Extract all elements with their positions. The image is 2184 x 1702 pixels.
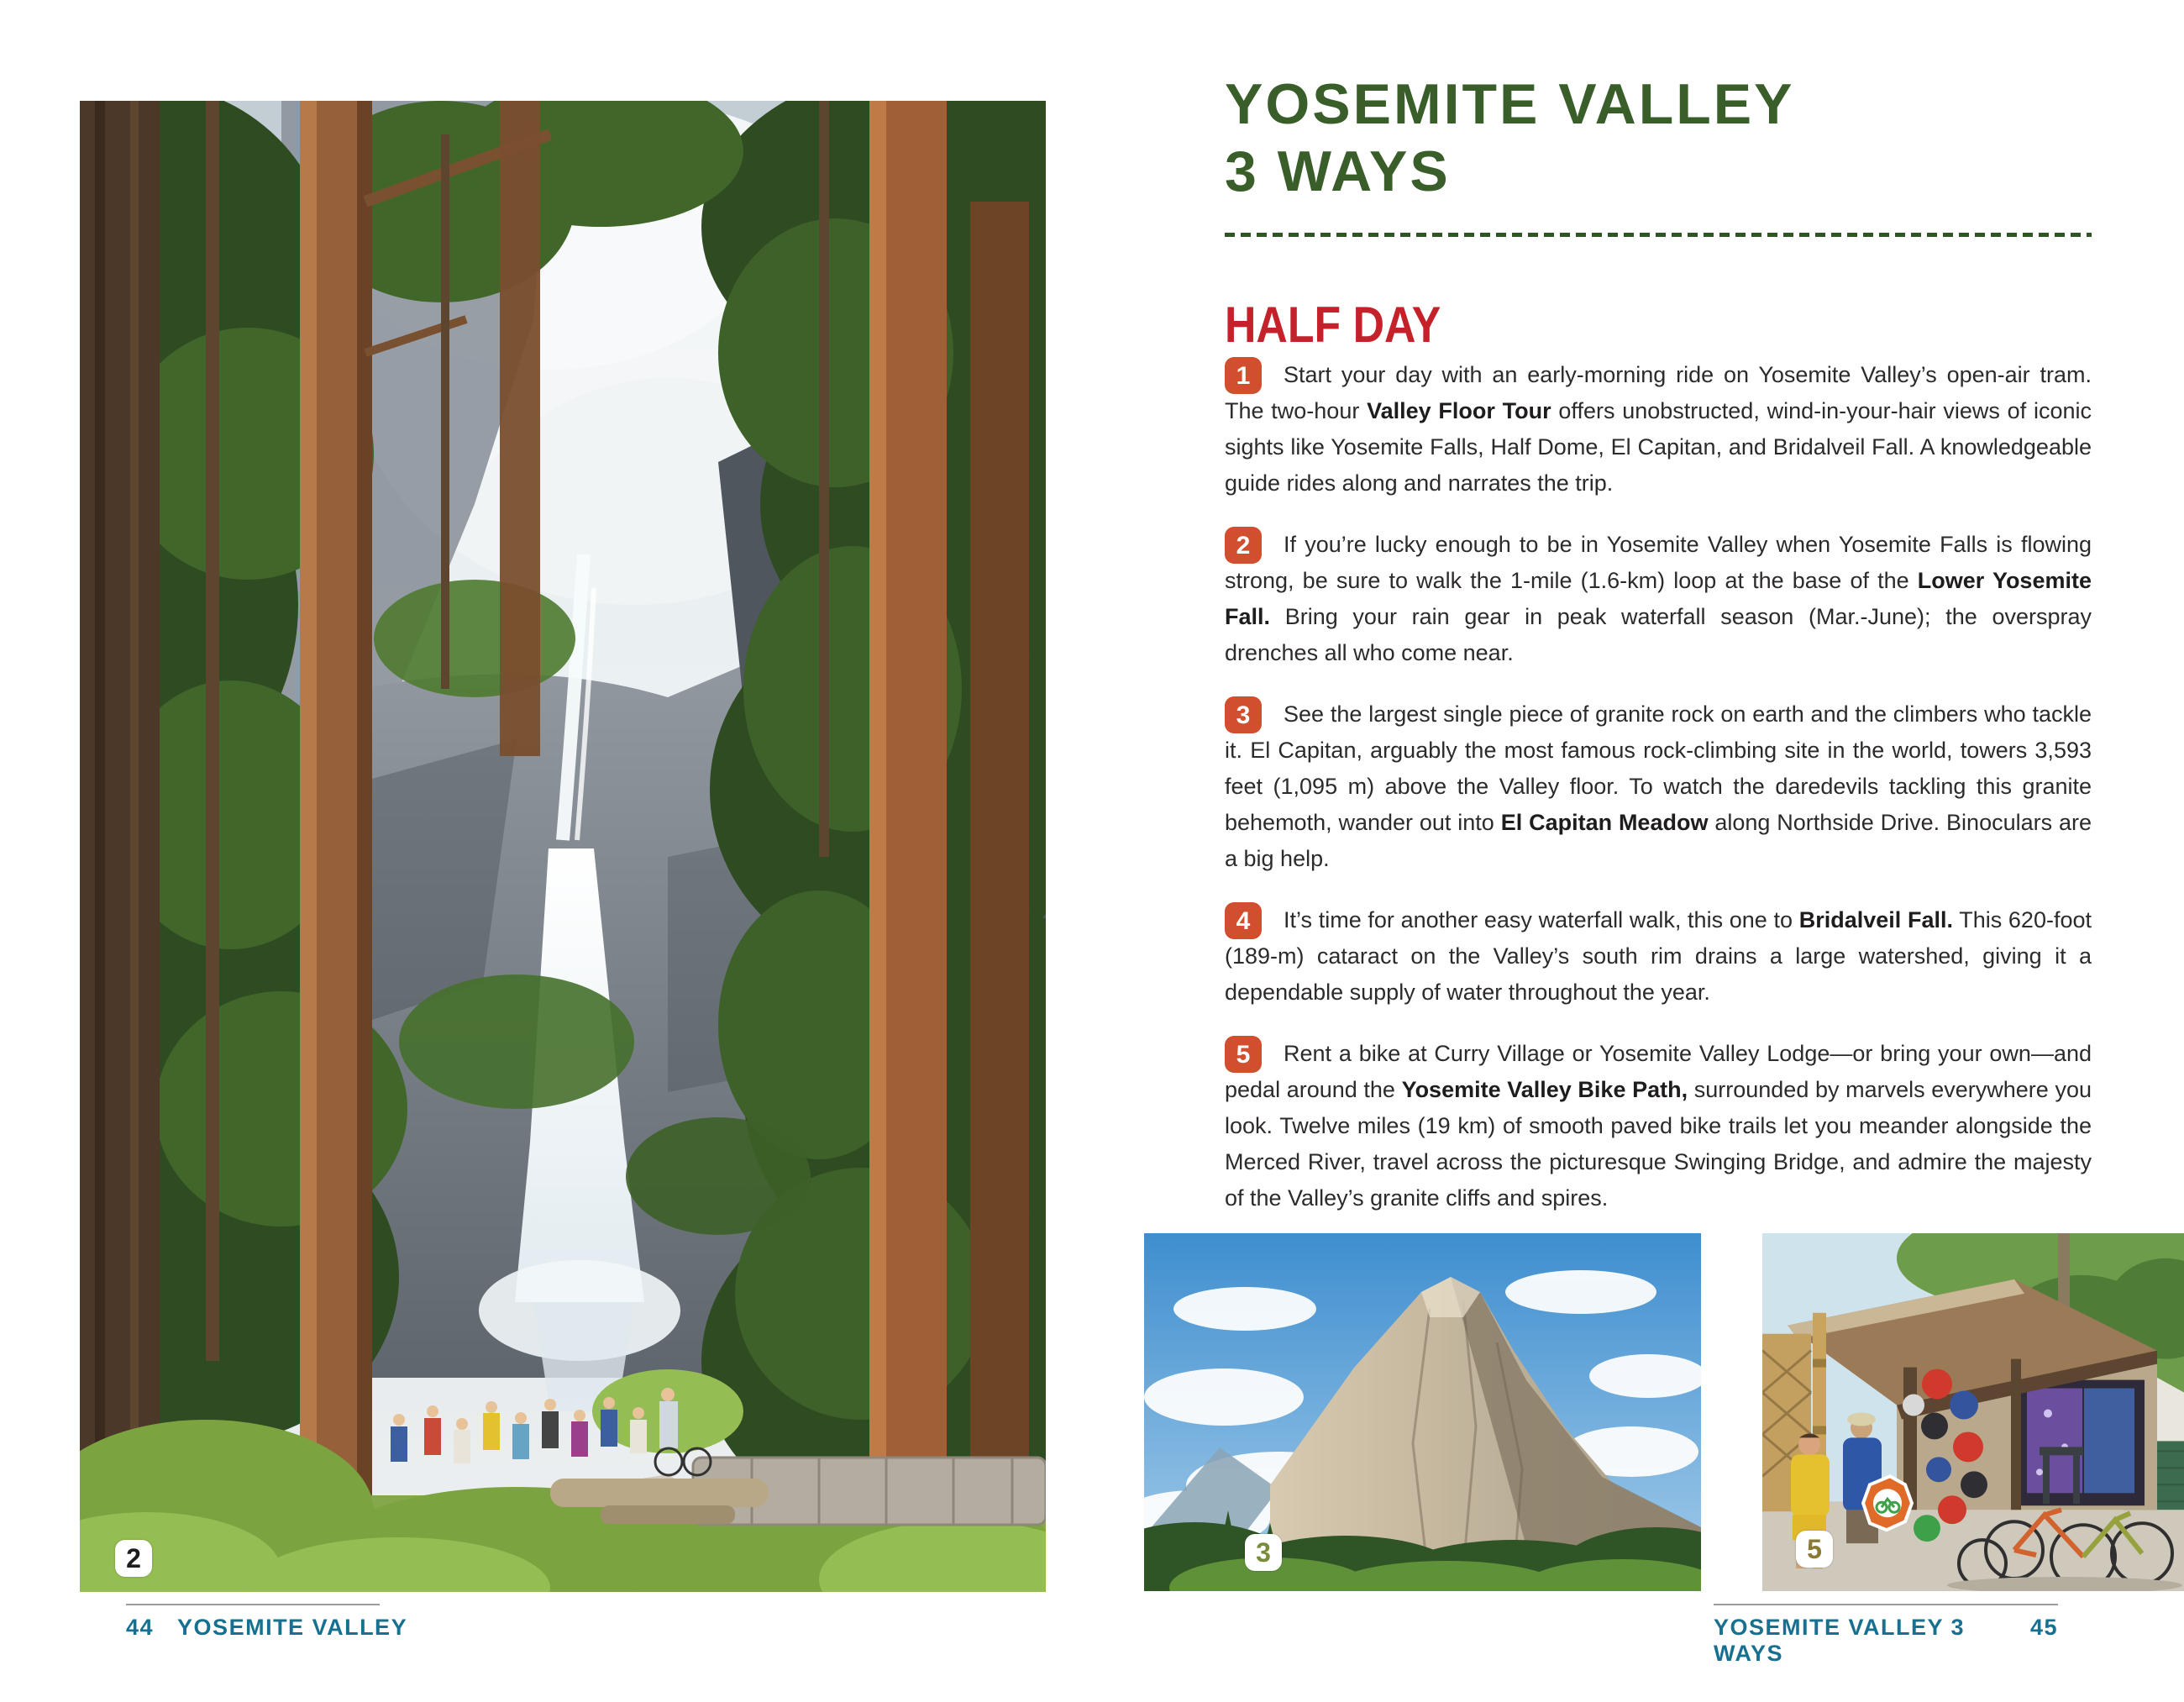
item-number-badge: 5 xyxy=(1225,1036,1262,1073)
el-capitan-illustration xyxy=(1144,1233,1701,1591)
item-number-badge: 3 xyxy=(1225,696,1262,733)
body-text: Rent a bike at Curry Village or Yosemite Valley Lodge—or bring your own—and pedal around the xyxy=(1225,1041,2092,1102)
bike-rental-sign xyxy=(1863,1476,1912,1530)
body-text: See the largest single piece of granite rock on earth and the climbers who tackle it. El Capitan, arguably the most famous rock-climbing site in the world, towers 3,593 feet (1,095 m) above the Valley floor. To watch the daredevils tackling this granite behemoth, wander out into xyxy=(1225,701,2092,835)
photo-number-badge: 2 xyxy=(115,1540,152,1577)
el-capitan-photo xyxy=(1144,1233,1701,1591)
bold-text: Lower Yosemite Fall. xyxy=(1225,568,2092,629)
bold-text: El Capitan Meadow xyxy=(1500,810,1709,835)
item-number-badge: 4 xyxy=(1225,902,1262,939)
itinerary-list xyxy=(1225,357,2092,1242)
page-title-line1: YOSEMITE VALLEY xyxy=(1225,72,1795,136)
footer-rule-right xyxy=(1714,1604,2058,1605)
body-text: Start your day with an early-morning ride on Yosemite Valley’s open-air tram. The two-hour xyxy=(1225,362,2092,423)
yosemite-falls-illustration xyxy=(80,101,1046,1592)
photo-number-badge: 3 xyxy=(1245,1534,1282,1571)
page-title-line2: 3 WAYS xyxy=(1225,139,1451,203)
item-number-badge: 2 xyxy=(1225,527,1262,564)
bike-rental-photo xyxy=(1762,1233,2184,1591)
bold-text: Yosemite Valley Bike Path, xyxy=(1401,1077,1688,1102)
itinerary-item xyxy=(1225,527,2092,671)
page-number-left: 44 xyxy=(126,1615,155,1640)
yosemite-falls-photo xyxy=(80,101,1046,1592)
footer-right xyxy=(1714,1615,2058,1667)
footer-left xyxy=(126,1615,407,1641)
body-text: Bring your rain gear in peak waterfall season (Mar.-June); the overspray drenches all who come near. xyxy=(1225,604,2092,665)
bold-text: Valley Floor Tour xyxy=(1367,398,1551,423)
itinerary-item xyxy=(1225,902,2092,1011)
body-text: along Northside Drive. Binoculars are a big help. xyxy=(1225,810,2092,871)
section-heading: HALF DAY xyxy=(1225,297,1441,354)
body-text: offers unobstructed, wind-in-your-hair views of iconic sights like Yosemite Falls, Half Dome, El Capitan, and Bridalveil Fall. A knowledgeable guide rides along and narrates the trip. xyxy=(1225,398,2092,496)
dashed-divider xyxy=(1225,233,2092,237)
body-text: This 620-foot (189-m) cataract on the Valley’s south rim drains a large watershed, giving it a dependable supply of water throughout the year. xyxy=(1225,907,2092,1005)
page-number-right: 45 xyxy=(2029,1615,2058,1640)
page-title xyxy=(1225,71,2092,205)
body-text: If you’re lucky enough to be in Yosemite Valley when Yosemite Falls is flowing strong, be sure to walk the 1-mile (1.6-km) loop at the base of the xyxy=(1225,532,2092,593)
footer-section-left: YOSEMITE VALLEY xyxy=(177,1615,408,1640)
footer-rule-left xyxy=(126,1604,380,1605)
bold-text: Bridalveil Fall. xyxy=(1798,907,1953,932)
item-number-badge: 1 xyxy=(1225,357,1262,394)
photo-number-badge: 5 xyxy=(1796,1531,1833,1568)
footer-section-right: YOSEMITE VALLEY 3 WAYS xyxy=(1714,1615,1966,1666)
body-text: It’s time for another easy waterfall walk, this one to xyxy=(1284,907,1799,932)
itinerary-item xyxy=(1225,357,2092,502)
itinerary-item xyxy=(1225,1036,2092,1216)
itinerary-item xyxy=(1225,696,2092,877)
body-text: surrounded by marvels everywhere you look. Twelve miles (19 km) of smooth paved bike trails let you meander alongside the Merced River, travel across the picturesque Swinging Bridge, and admire the majesty of the Valley’s granite cliffs and spires. xyxy=(1225,1077,2092,1211)
